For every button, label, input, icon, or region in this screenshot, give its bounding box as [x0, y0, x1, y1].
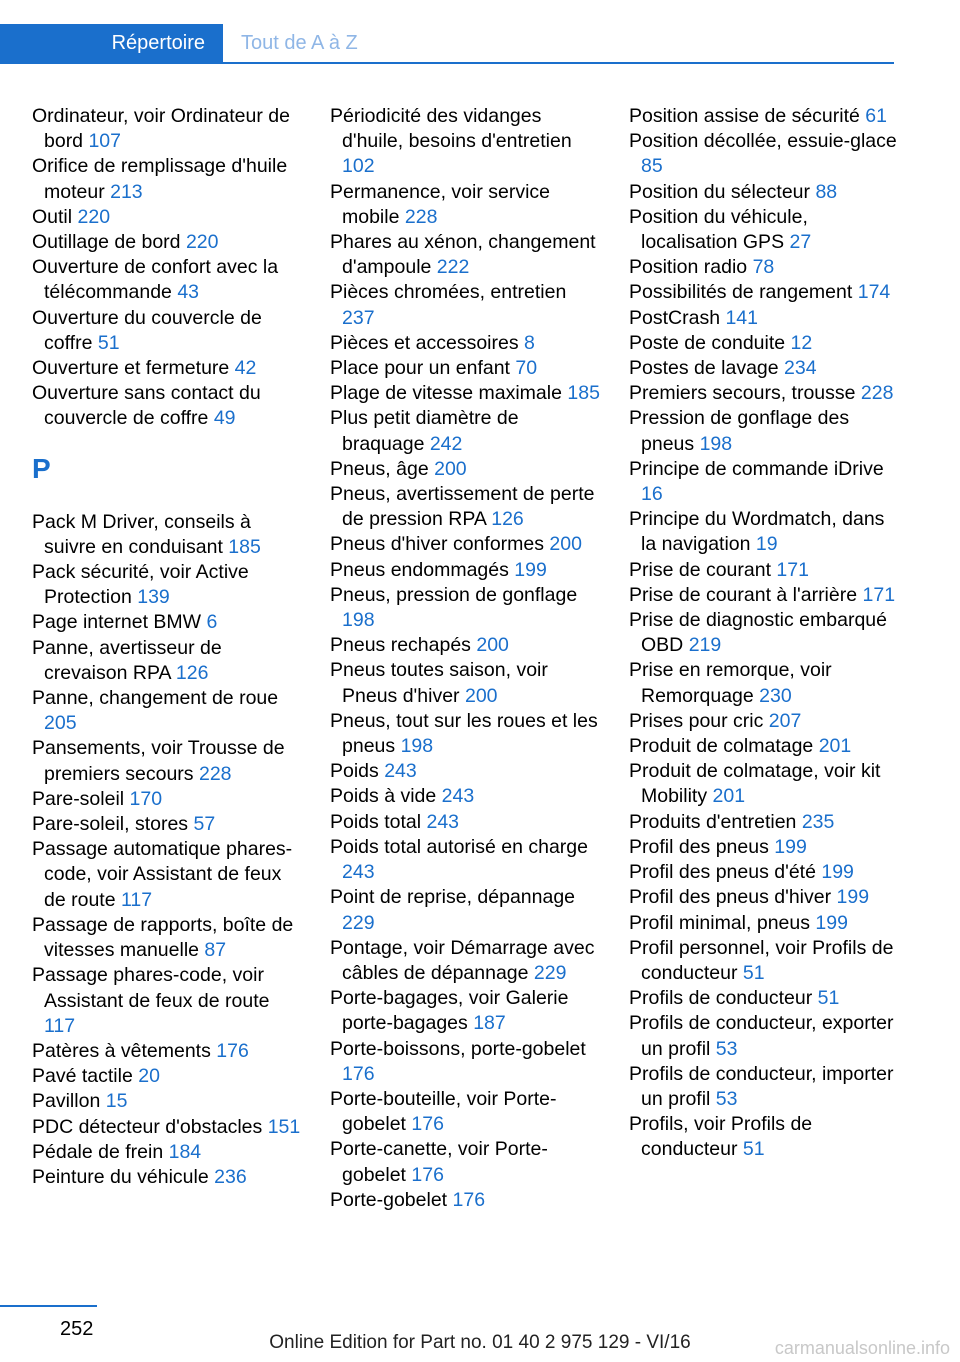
index-entry: [32, 736, 302, 786]
index-entry: [629, 457, 899, 507]
index-entry: [32, 104, 302, 154]
index-entry-text: Profils de conducteur, exporter un profil: [629, 1012, 899, 1060]
page-link[interactable]: 176: [342, 1062, 375, 1085]
page-link[interactable]: 236: [214, 1165, 247, 1188]
index-entry-text: Poids: [330, 760, 385, 783]
index-entry-text: Ouverture de confort avec la télécommande: [32, 256, 284, 304]
page-link[interactable]: 176: [411, 1113, 444, 1136]
page-link[interactable]: 198: [699, 432, 733, 455]
page-link[interactable]: 12: [790, 331, 813, 354]
page-link[interactable]: 78: [752, 256, 775, 279]
page-link[interactable]: 220: [185, 231, 219, 254]
page-link[interactable]: 199: [815, 911, 848, 934]
index-entry-text: Poids total: [330, 810, 427, 833]
index-entry-text: Prises pour cric: [629, 709, 769, 732]
page-link[interactable]: 107: [88, 130, 121, 153]
page-link[interactable]: 53: [715, 1087, 738, 1110]
index-entry-text: Panne, avertisseur de crevaison RPA: [32, 636, 228, 684]
page-link[interactable]: 49: [213, 407, 236, 430]
index-entry: [330, 406, 600, 456]
index-entry-text: Ouverture sans contact du couvercle de coffre: [32, 382, 267, 430]
page-link[interactable]: 243: [441, 785, 475, 808]
page-link[interactable]: 151: [267, 1115, 301, 1138]
page-link[interactable]: 201: [712, 785, 746, 808]
index-entry: [32, 837, 302, 913]
index-entry-text: Profil des pneus d'hiver: [629, 886, 837, 909]
page-link[interactable]: 174: [857, 281, 891, 304]
page-link[interactable]: 229: [342, 911, 375, 934]
index-entry: [32, 306, 302, 356]
page-link[interactable]: 213: [110, 180, 143, 203]
index-entry: [330, 356, 600, 381]
page-link[interactable]: 171: [862, 583, 896, 606]
index-entry-text: Profils de conducteur, importer un profil: [629, 1062, 899, 1110]
index-entry: [629, 709, 899, 734]
page-link[interactable]: 126: [175, 661, 209, 684]
index-entry-text: Place pour un enfant: [330, 357, 516, 380]
index-entry: [629, 734, 899, 759]
page-link[interactable]: 19: [755, 533, 778, 556]
index-entry: [32, 1140, 302, 1165]
index-entry: [330, 1037, 600, 1087]
index-entry-text: Patères à vêtements: [32, 1039, 217, 1062]
index-entry: [32, 205, 302, 230]
index-entry-text: Phares au xénon, changement d'ampoule: [330, 231, 602, 279]
index-entry: [32, 1089, 302, 1114]
index-entry: [629, 406, 899, 456]
index-entry: [629, 583, 899, 608]
page-link[interactable]: 6: [206, 611, 218, 634]
index-entry: [32, 510, 302, 560]
index-entry: [32, 1115, 302, 1140]
index-entry: [32, 636, 302, 686]
index-entry: [629, 608, 899, 658]
index-entry: [629, 936, 899, 986]
page-link[interactable]: 243: [342, 861, 375, 884]
index-entry-text: Position du véhicule, localisation GPS: [629, 205, 814, 254]
index-entry: [330, 1137, 600, 1187]
page-link[interactable]: 199: [821, 861, 854, 884]
index-entry-text: Produit de colmatage: [629, 735, 819, 758]
index-entry: [32, 255, 302, 305]
index-entry: [330, 457, 600, 482]
index-entry-text: Principe de commande iDrive: [629, 457, 890, 480]
index-entry: [629, 810, 899, 835]
index-entry-text: Pneus, âge: [330, 457, 435, 480]
page-link[interactable]: 102: [342, 155, 375, 178]
page-link[interactable]: 16: [641, 483, 663, 506]
page-link[interactable]: 20: [138, 1065, 160, 1088]
index-entry: [32, 787, 302, 812]
index-entry-text: Produits d'entretien: [629, 810, 802, 833]
index-entry: [330, 885, 600, 935]
index-entry-text: Pneus endommagés: [330, 558, 515, 581]
index-entry-text: Pédale de frein: [32, 1140, 169, 1163]
index-entry: [32, 812, 302, 837]
index-entry: [330, 532, 600, 557]
index-entry: [629, 507, 899, 557]
index-entry: [32, 913, 302, 963]
page-link[interactable]: 198: [342, 609, 375, 632]
index-entry-text: Prise de courant à l'arrière: [629, 583, 863, 606]
index-entry: [330, 759, 600, 784]
index-entry-text: Pièces chromées, entretien: [330, 281, 572, 304]
index-entry: [629, 860, 899, 885]
index-entry: [629, 129, 903, 179]
page-link[interactable]: 27: [789, 231, 812, 254]
page-link[interactable]: 199: [514, 558, 547, 581]
page-number: 252: [60, 1318, 94, 1340]
index-entry: [330, 835, 600, 885]
index-entry: [330, 633, 600, 658]
index-entry: [330, 810, 600, 835]
page-link[interactable]: 43: [177, 281, 200, 304]
index-entry-text: Pneus rechapés: [330, 634, 477, 657]
index-entry-text: Outillage de bord: [32, 231, 186, 254]
page-link[interactable]: 61: [865, 105, 887, 127]
tab-a-to-z[interactable]: Tout de A à Z: [241, 32, 358, 54]
index-entry-text: Prise de diagnostic embarqué OBD: [629, 609, 893, 657]
index-entry-text: Profils, voir Profils de conducteur: [629, 1113, 818, 1161]
page-link[interactable]: 51: [97, 331, 120, 354]
index-entry-text: Pack sécurité, voir Active Protection: [32, 561, 255, 609]
index-entry: [32, 381, 302, 431]
page-link[interactable]: 87: [204, 939, 227, 962]
page-link[interactable]: 57: [193, 813, 216, 836]
index-entry-text: Possibilités de rangement: [629, 281, 858, 304]
page-link[interactable]: 205: [44, 712, 77, 735]
index-entry-text: Ordinateur, voir Ordinateur de bord: [32, 105, 296, 153]
page-link[interactable]: 228: [860, 382, 894, 405]
index-entry-text: Outil: [32, 205, 78, 228]
page-link[interactable]: 117: [120, 888, 153, 911]
index-entry-text: Prise de courant: [629, 558, 777, 581]
page-link[interactable]: 141: [725, 306, 758, 329]
index-entry: [32, 230, 302, 255]
index-entry-text: Pare-soleil: [32, 787, 130, 810]
index-entry-text: Périodicité des vidanges d'huile, besoins d'entretien: [330, 105, 578, 153]
page-link[interactable]: 117: [44, 1014, 76, 1037]
index-entry: [629, 356, 899, 381]
edition-line: Online Edition for Part no. 01 40 2 975 129 - VI/16: [269, 1332, 691, 1353]
index-entry: [629, 558, 899, 583]
index-entry-text: Porte-gobelet: [330, 1188, 453, 1211]
index-entry-text: Position du sélecteur: [629, 180, 816, 203]
index-entry-text: Plus petit diamètre de braquage: [330, 407, 525, 455]
index-entry-text: Pneus, tout sur les roues et les pneus: [330, 709, 604, 758]
watermark: carmanualsonline.info: [774, 1338, 950, 1358]
index-entry-text: Passage automatique phares-code, voir Assistant de feux de route: [32, 838, 293, 911]
index-entry-text: Pression de gonflage des pneus: [629, 407, 855, 455]
index-entry-text: Pneus toutes saison, voir Pneus d'hiver: [330, 659, 554, 707]
index-entry-text: Principe du Wordmatch, dans la navigation: [629, 508, 890, 556]
index-entry-text: PostCrash: [629, 306, 726, 329]
index-entry-text: Pontage, voir Démarrage avec câbles de dépannage: [330, 936, 600, 984]
page-link[interactable]: 200: [549, 533, 582, 556]
page-link[interactable]: 170: [129, 787, 163, 810]
index-entry: [330, 104, 600, 180]
page-link[interactable]: 222: [436, 256, 470, 279]
page-link[interactable]: 230: [759, 684, 792, 707]
footer-rule: [0, 1305, 97, 1307]
page-link[interactable]: 229: [533, 961, 567, 984]
index-column-3: [629, 104, 903, 1163]
page-link[interactable]: 198: [400, 735, 434, 758]
index-entry-text: Profil personnel, voir Profils de conducteur: [629, 936, 899, 984]
index-entry: [330, 658, 600, 708]
index-entry-text: PDC détecteur d'obstacles: [32, 1115, 268, 1138]
index-entry: [330, 583, 600, 633]
index-entry-text: Porte-bouteille, voir Porte-gobelet: [330, 1087, 557, 1136]
index-entry-text: Profil des pneus d'été: [629, 861, 822, 884]
index-entry: [330, 936, 600, 986]
page-link[interactable]: 243: [384, 760, 417, 783]
index-entry: [32, 1039, 302, 1064]
header-tab-bar: [0, 24, 894, 64]
page-link[interactable]: 200: [464, 684, 498, 707]
index-entry: [629, 331, 899, 356]
page-link[interactable]: 201: [818, 735, 852, 758]
index-entry: [32, 686, 302, 736]
page-link[interactable]: 176: [452, 1188, 486, 1211]
index-entry-text: Plage de vitesse maximale: [330, 382, 568, 405]
section-letter: P: [32, 452, 51, 484]
index-entry-text: Position radio: [629, 256, 753, 279]
index-entry: [629, 835, 899, 860]
index-entry: [32, 963, 302, 1039]
index-entry-text: Pneus d'hiver conformes: [330, 533, 550, 556]
index-entry: [629, 104, 899, 129]
index-entry-text: Pavé tactile: [32, 1065, 139, 1088]
page-link[interactable]: 187: [473, 1012, 506, 1035]
index-entry: [32, 560, 302, 610]
page-link[interactable]: 51: [742, 961, 765, 984]
page-link[interactable]: 237: [342, 306, 375, 329]
index-entry: [330, 558, 600, 583]
page-link[interactable]: 139: [137, 586, 170, 609]
page-link[interactable]: 199: [836, 886, 870, 909]
index-entry: [330, 709, 604, 759]
index-entry: [629, 1112, 899, 1162]
index-entry: [629, 885, 899, 910]
page-link[interactable]: 235: [801, 810, 835, 833]
page-link[interactable]: 228: [198, 762, 232, 785]
index-entry-text: Porte-bagages, voir Galerie porte-bagages: [330, 987, 574, 1035]
index-entry-text: Position assise de sécurité: [629, 105, 866, 127]
page-link[interactable]: 51: [817, 987, 840, 1010]
index-entry-text: Permanence, voir service mobile: [330, 180, 556, 228]
index-entry-text: Profil des pneus: [629, 835, 775, 858]
index-entry: [330, 331, 600, 356]
index-entry-text: Panne, changement de roue: [32, 687, 284, 710]
page-link[interactable]: 126: [491, 508, 524, 531]
index-entry-text: Profil minimal, pneus: [629, 911, 816, 934]
index-column-1: [32, 104, 302, 1190]
page-link[interactable]: 243: [426, 810, 460, 833]
index-entry: [330, 230, 600, 280]
page-link[interactable]: 220: [77, 205, 111, 228]
index-entry-text: Passage phares-code, voir Assistant de feux de route: [32, 964, 275, 1012]
index-entry-text: Pack M Driver, conseils à suivre en conduisant: [32, 510, 257, 558]
index-entry-text: Pièces et accessoires: [330, 331, 525, 354]
index-entry-text: Pneus, avertissement de perte de pression RPA: [330, 483, 600, 531]
index-entry-text: Orifice de remplissage d'huile moteur: [32, 155, 293, 203]
index-entry: [330, 381, 600, 406]
page-link[interactable]: 15: [105, 1090, 128, 1113]
index-entry: [629, 1011, 899, 1061]
page-link[interactable]: 51: [742, 1138, 765, 1161]
page-link[interactable]: 200: [434, 457, 467, 480]
index-entry: [629, 911, 899, 936]
page-link[interactable]: 176: [216, 1039, 249, 1062]
index-entry-text: Pare-soleil, stores: [32, 813, 194, 836]
index-entry-text: Postes de lavage: [629, 357, 785, 380]
index-entry-text: Pavillon: [32, 1090, 106, 1113]
index-entry: [330, 1087, 600, 1137]
index-entry: [32, 1165, 302, 1190]
index-entry-text: Ouverture du couvercle de coffre: [32, 306, 268, 354]
index-entry: [629, 280, 899, 305]
index-entry: [330, 1188, 600, 1213]
index-entry-text: Poids à vide: [330, 785, 442, 808]
page-link[interactable]: 85: [641, 155, 663, 178]
index-entry: [330, 784, 600, 809]
page-link[interactable]: 219: [688, 634, 722, 657]
index-entry: [629, 381, 899, 406]
page-link[interactable]: 185: [567, 382, 600, 405]
page-link[interactable]: 42: [234, 357, 257, 380]
index-entry: [330, 180, 600, 230]
index-entry: [629, 205, 899, 255]
index-entry: [629, 255, 899, 280]
index-entry-text: Porte-canette, voir Porte-gobelet: [330, 1138, 548, 1186]
index-entry-text: Peinture du véhicule: [32, 1165, 215, 1188]
page-link[interactable]: 200: [476, 634, 509, 657]
index-entry: [32, 1064, 302, 1089]
index-entry: [330, 280, 600, 330]
page-link[interactable]: 88: [815, 180, 838, 203]
index-entry: [330, 986, 600, 1036]
index-entry: [629, 306, 899, 331]
index-entry-text: Point de reprise, dépannage: [330, 886, 581, 909]
index-entry: [629, 759, 899, 809]
page-link[interactable]: 228: [404, 205, 438, 228]
page-link[interactable]: 8: [524, 331, 535, 354]
page-link[interactable]: 207: [768, 709, 802, 732]
index-entry: [32, 610, 302, 635]
index-entry: [32, 356, 302, 381]
page-link[interactable]: 185: [228, 535, 261, 558]
index-entry: [330, 482, 600, 532]
tab-repertoire[interactable]: Répertoire: [0, 24, 223, 62]
index-entry-text: Premiers secours, trousse: [629, 382, 861, 405]
page-link[interactable]: 184: [168, 1140, 202, 1163]
page-link[interactable]: 242: [429, 432, 463, 455]
page-link[interactable]: 53: [715, 1037, 738, 1060]
index-entry: [32, 154, 302, 204]
index-entry-text: Page internet BMW: [32, 611, 207, 634]
index-entry: [629, 180, 899, 205]
page-link[interactable]: 70: [515, 357, 538, 380]
index-entry-text: Porte-boissons, porte-gobelet: [330, 1037, 592, 1060]
index-column-2: [330, 104, 604, 1213]
index-entry-text: Passage de rapports, boîte de vitesses manuelle: [32, 913, 299, 962]
index-entry-text: Prise en remorque, voir Remorquage: [629, 659, 838, 707]
index-entry-text: Position décollée, essuie-glace: [629, 130, 903, 153]
index-entry-text: Ouverture et fermeture: [32, 357, 235, 380]
index-entry-text: Profils de conducteur: [629, 987, 818, 1010]
index-entry-text: Produit de colmatage, voir kit Mobility: [629, 760, 886, 808]
page-link[interactable]: 176: [411, 1163, 444, 1186]
index-entry: [629, 658, 899, 708]
page-link[interactable]: 199: [774, 835, 807, 858]
page-link[interactable]: 234: [784, 357, 817, 380]
index-entry-text: Pansements, voir Trousse de premiers secours: [32, 737, 290, 785]
index-entry: [629, 986, 899, 1011]
page-link[interactable]: 171: [776, 558, 809, 581]
index-entry-text: Poste de conduite: [629, 331, 791, 354]
index-entry-text: Poids total autorisé en charge: [330, 835, 594, 858]
index-entry: [629, 1062, 899, 1112]
index-entry-text: Pneus, pression de gonflage: [330, 583, 583, 606]
